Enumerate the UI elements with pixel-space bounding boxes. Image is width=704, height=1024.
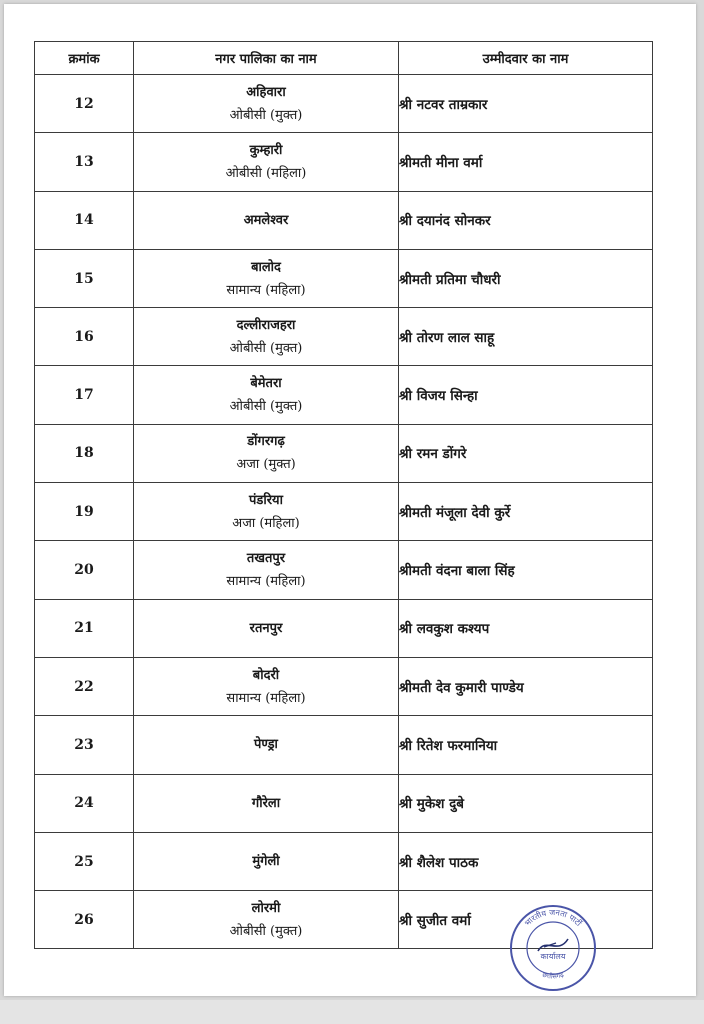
table-row (35, 133, 653, 191)
municipality-cell (134, 366, 399, 424)
reservation-category: अजा (महिला) (232, 515, 300, 531)
candidate-table (34, 41, 653, 949)
municipality-cell (134, 599, 399, 657)
candidate-name: श्री मुकेश दुबे (399, 774, 653, 832)
seal-text-top: भारतीय जनता पार्टी (522, 907, 584, 928)
municipality-name: पंडरिया (249, 492, 283, 508)
reservation-category: ओबीसी (महिला) (225, 165, 307, 181)
table-row (35, 308, 653, 366)
reservation-category: सामान्य (महिला) (226, 282, 306, 298)
row-serial-number: 20 (35, 541, 134, 599)
table-row (35, 599, 653, 657)
reservation-category: ओबीसी (मुक्त) (229, 107, 303, 123)
row-serial-number: 25 (35, 832, 134, 890)
municipality-cell (134, 424, 399, 482)
municipality-name: लोरमी (251, 900, 281, 916)
municipality-cell (134, 541, 399, 599)
row-serial-number: 19 (35, 483, 134, 541)
municipality-name: बालोद (251, 259, 281, 275)
row-serial-number: 21 (35, 599, 134, 657)
table-row (35, 424, 653, 482)
candidate-name: श्रीमती मंजूला देवी कुर्रे (399, 483, 653, 541)
municipality-cell (134, 75, 399, 133)
municipality-cell (134, 133, 399, 191)
seal-inner-ring (527, 922, 579, 974)
municipality-name: दल्लीराजहरा (236, 317, 296, 333)
municipality-name: बोदरी (252, 667, 280, 683)
table-row (35, 483, 653, 541)
candidate-name: श्री तोरण लाल साहू (399, 308, 653, 366)
reservation-category: ओबीसी (मुक्त) (229, 923, 303, 939)
table-row (35, 774, 653, 832)
reservation-category: सामान्य (महिला) (226, 690, 306, 706)
row-serial-number: 16 (35, 308, 134, 366)
municipality-name: गौरेला (251, 795, 281, 811)
municipality-cell (134, 774, 399, 832)
page-bottom-strip (0, 1000, 704, 1024)
table-row (35, 657, 653, 715)
municipality-cell (134, 483, 399, 541)
candidate-name: श्रीमती वंदना बाला सिंह (399, 541, 653, 599)
row-serial-number: 24 (35, 774, 134, 832)
row-serial-number: 23 (35, 716, 134, 774)
reservation-category: अजा (मुक्त) (236, 457, 296, 473)
municipality-cell (134, 249, 399, 307)
municipality-name: कुम्हारी (249, 142, 283, 158)
table-row (35, 541, 653, 599)
municipality-cell (134, 657, 399, 715)
header-serial: क्रमांक (35, 42, 134, 75)
seal-text-center: कार्यालय (540, 952, 566, 961)
candidate-name: श्री नटवर ताम्रकार (399, 75, 653, 133)
municipality-name: अमलेश्वर (243, 212, 289, 228)
table-row (35, 716, 653, 774)
candidate-name: श्रीमती देव कुमारी पाण्डेय (399, 657, 653, 715)
table-row (35, 249, 653, 307)
party-office-seal (508, 903, 598, 993)
table-header-row (35, 42, 653, 75)
municipality-cell (134, 716, 399, 774)
row-serial-number: 12 (35, 75, 134, 133)
municipality-cell (134, 191, 399, 249)
row-serial-number: 17 (35, 366, 134, 424)
seal-signature-stroke (538, 939, 568, 951)
reservation-category: ओबीसी (मुक्त) (229, 399, 303, 415)
header-candidate: उम्मीदवार का नाम (399, 42, 653, 75)
municipality-cell (134, 308, 399, 366)
row-serial-number: 15 (35, 249, 134, 307)
header-municipality: नगर पालिका का नाम (134, 42, 399, 75)
reservation-category: सामान्य (महिला) (226, 574, 306, 590)
candidate-name: श्री लवकुश कश्यप (399, 599, 653, 657)
municipality-name: पेण्ड्रा (254, 737, 278, 753)
table-row (35, 832, 653, 890)
candidate-name: श्री दयानंद सोनकर (399, 191, 653, 249)
seal-text-bottom: छत्तीसगढ़ (541, 970, 565, 981)
table-row (35, 366, 653, 424)
municipality-cell (134, 891, 399, 949)
candidate-name: श्रीमती प्रतिमा चौधरी (399, 249, 653, 307)
row-serial-number: 26 (35, 891, 134, 949)
municipality-name: अहिवारा (246, 84, 286, 100)
table-row (35, 191, 653, 249)
row-serial-number: 18 (35, 424, 134, 482)
row-serial-number: 22 (35, 657, 134, 715)
municipality-name: मुंगेली (252, 854, 280, 869)
candidate-name: श्री रितेश फरमानिया (399, 716, 653, 774)
candidate-name: श्रीमती मीना वर्मा (399, 133, 653, 191)
candidate-name: श्री सुजीत वर्मा (399, 891, 653, 949)
municipality-name: तखतपुर (246, 551, 286, 567)
municipality-name: डोंगरगढ़ (247, 434, 285, 450)
candidate-name: श्री विजय सिन्हा (399, 366, 653, 424)
table-body (35, 75, 653, 949)
municipality-cell (134, 832, 399, 890)
reservation-category: ओबीसी (मुक्त) (229, 340, 303, 356)
candidate-name: श्री रमन डोंगरे (399, 424, 653, 482)
table-row (35, 75, 653, 133)
municipality-name: बेमेतरा (250, 376, 282, 392)
candidate-name: श्री शैलेश पाठक (399, 832, 653, 890)
row-serial-number: 13 (35, 133, 134, 191)
municipality-name: रतनपुर (249, 620, 283, 636)
row-serial-number: 14 (35, 191, 134, 249)
